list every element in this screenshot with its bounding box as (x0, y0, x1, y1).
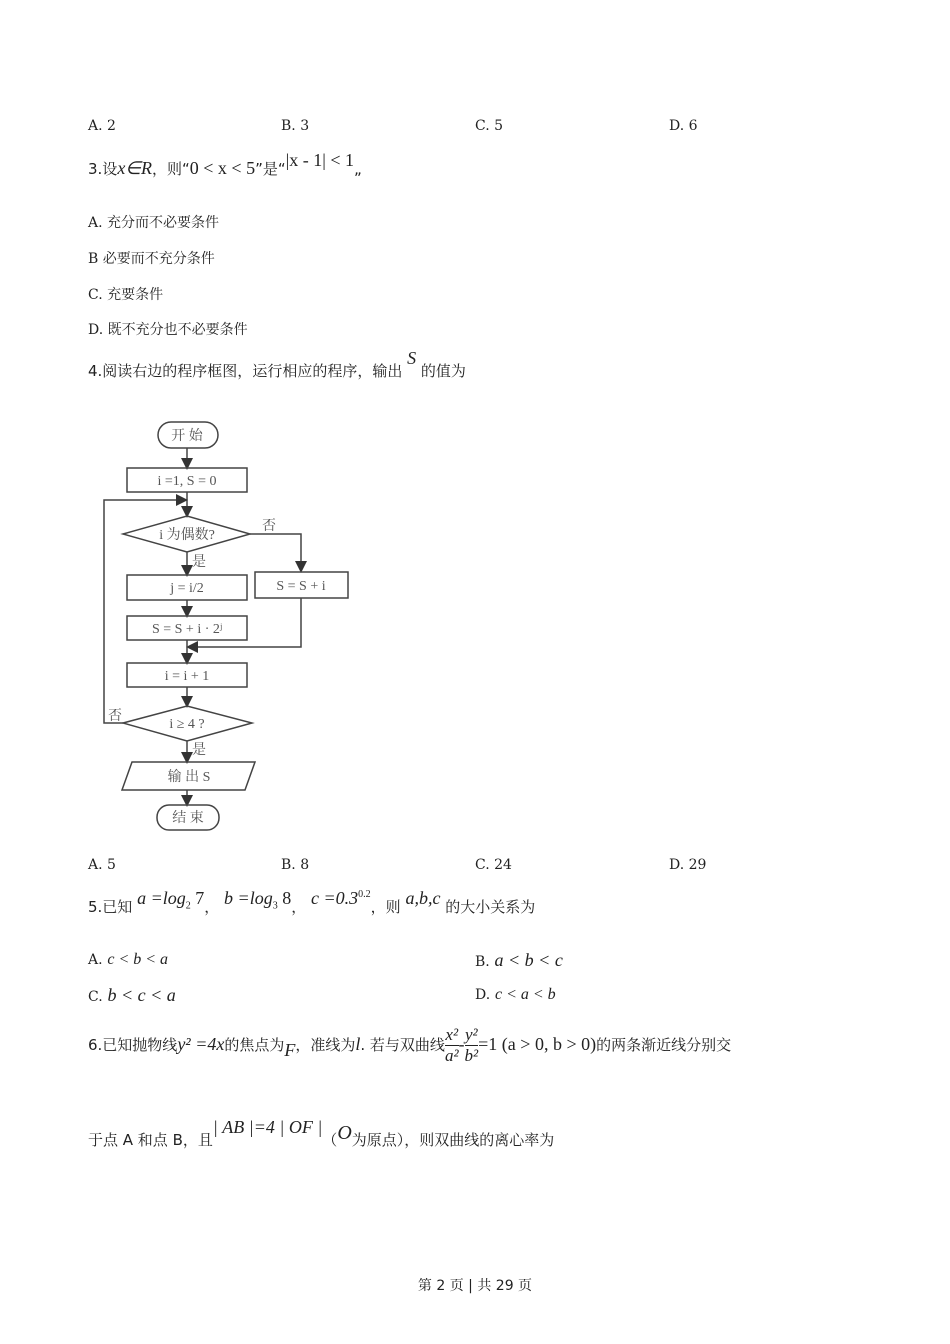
init-label: i =1, S = 0 (157, 474, 217, 489)
option-expr: b < c < a (107, 985, 176, 1005)
q2-option-a: A. 2 (88, 118, 116, 134)
q6-ab: | AB |=4 | OF | (212, 1117, 323, 1137)
q6-stem-line1 (88, 1022, 731, 1067)
q5-b-expr (224, 888, 292, 912)
q4-option-d: D. 29 (669, 857, 707, 873)
option-expr: a < b < c (494, 950, 563, 970)
q3-option-a: A. 充分而不必要条件 (88, 215, 220, 231)
q5-b-arg: 8 (277, 888, 292, 908)
q3-math-x: x∈R (117, 158, 152, 178)
q5-option-b (475, 950, 563, 971)
q3-prefix: 3.设 (88, 160, 118, 178)
q6-focus: F (284, 1040, 296, 1060)
s-even-label: S = S + i · 2ʲ (151, 622, 223, 637)
yes1-label: 是 (192, 555, 206, 570)
no2-label: 否 (108, 709, 122, 724)
q6-line2-prefix: 于点 A 和点 B，且 (88, 1131, 213, 1149)
q5-option-c (88, 985, 176, 1006)
q3-cond1: 0 < x < 5 (189, 158, 256, 178)
q5-b-base: 3 (272, 900, 278, 912)
q3-option-b: B 必要而不充分条件 (88, 251, 215, 267)
q6-origin: O (337, 1122, 352, 1144)
q6-directrix-text: ，准线为 (295, 1036, 356, 1054)
option-label: D. (475, 987, 491, 1003)
q3-option-d: D. 既不充分也不必要条件 (88, 322, 248, 338)
q4-var: S (407, 348, 417, 368)
q5-c-exp: 0.2 (358, 889, 371, 900)
option-label: B. (475, 954, 490, 970)
frac-num: x² (445, 1025, 459, 1044)
q5-c-expr (311, 888, 371, 908)
j-assign-label: j = i/2 (170, 581, 204, 596)
q2-option-d: D. 6 (669, 118, 698, 134)
q6-line2-suffix: 为原点），则双曲线的离心率为 (351, 1131, 555, 1149)
start-label: 开 始 (171, 429, 203, 444)
q3-option-c: C. 充要条件 (88, 287, 164, 303)
q4-stem (88, 348, 466, 381)
q6-hyper-text: . 若与双曲线 (360, 1036, 445, 1054)
q4-suffix: 的值为 (420, 362, 466, 380)
q5-c: c =0.3 (311, 888, 359, 908)
q5-a: a =log (137, 888, 186, 908)
q6-line1-end: 的两条渐近线分别交 (596, 1036, 732, 1054)
cond1-label: i 为偶数? (159, 528, 215, 543)
q5-a-expr (137, 888, 205, 912)
q3-cond2: |x - 1| < 1 (285, 150, 354, 170)
q3-mid2: ”是“ (255, 160, 286, 178)
output-label: 输 出 S (167, 770, 211, 785)
q6-directrix: l (355, 1034, 361, 1054)
q3-suffix: „ (353, 160, 362, 178)
frac-num: y² (465, 1025, 478, 1044)
option-expr: c < a < b (494, 986, 556, 1003)
page-footer: 第 2 页 | 共 29 页 (417, 1278, 533, 1294)
q5-sep2: ， (291, 898, 307, 916)
q5-b: b =log (224, 888, 273, 908)
q3-stem (88, 150, 362, 179)
option-label: C. (88, 989, 103, 1005)
q5-then: ，则 (370, 898, 401, 916)
yes2-label: 是 (192, 743, 206, 758)
q2-option-b: B. 3 (281, 118, 310, 134)
q6-minus: - (458, 1034, 465, 1054)
option-expr: c < b < a (107, 951, 169, 968)
q4-option-b: B. 8 (281, 857, 310, 873)
no1-label: 否 (262, 519, 276, 534)
s-odd-label: S = S + i (276, 579, 326, 594)
q6-eq: =1 (a > 0, b > 0) (478, 1034, 597, 1054)
cond2-label: i ≥ 4 ? (169, 717, 205, 732)
q6-stem-line2 (88, 1117, 555, 1151)
q3-mid: ，则“ (151, 160, 190, 178)
q2-option-c: C. 5 (475, 118, 504, 134)
q4-option-c: C. 24 (475, 857, 512, 873)
option-label: A. (88, 952, 103, 968)
q6-prefix: 6.已知抛物线 (88, 1036, 178, 1054)
end-label: 结 束 (172, 811, 204, 826)
q5-suffix: 的大小关系为 (445, 898, 536, 916)
q6-frac-y (465, 1025, 479, 1066)
q5-prefix: 5.已知 (88, 898, 133, 916)
q6-frac-x (445, 1025, 459, 1066)
q6-focus-text: 的焦点为 (224, 1036, 285, 1054)
q5-vars: a,b,c (405, 888, 441, 908)
frac-den: a² (444, 1046, 459, 1065)
inc-label: i = i + 1 (164, 669, 210, 684)
q6-parabola: y² =4x (177, 1034, 225, 1054)
q5-option-d (475, 985, 556, 1004)
q5-a-base: 2 (185, 900, 191, 912)
q5-a-arg: 7 (190, 888, 205, 908)
q5-stem (88, 888, 536, 920)
q4-option-a: A. 5 (88, 857, 116, 873)
q5-option-a (88, 950, 168, 969)
q4-text: 4.阅读右边的程序框图，运行相应的程序，输出 (88, 362, 403, 380)
frac-den: b² (464, 1046, 479, 1065)
q6-paren: （ (322, 1131, 338, 1149)
flowchart (90, 410, 370, 840)
q5-sep: ， (204, 898, 220, 916)
